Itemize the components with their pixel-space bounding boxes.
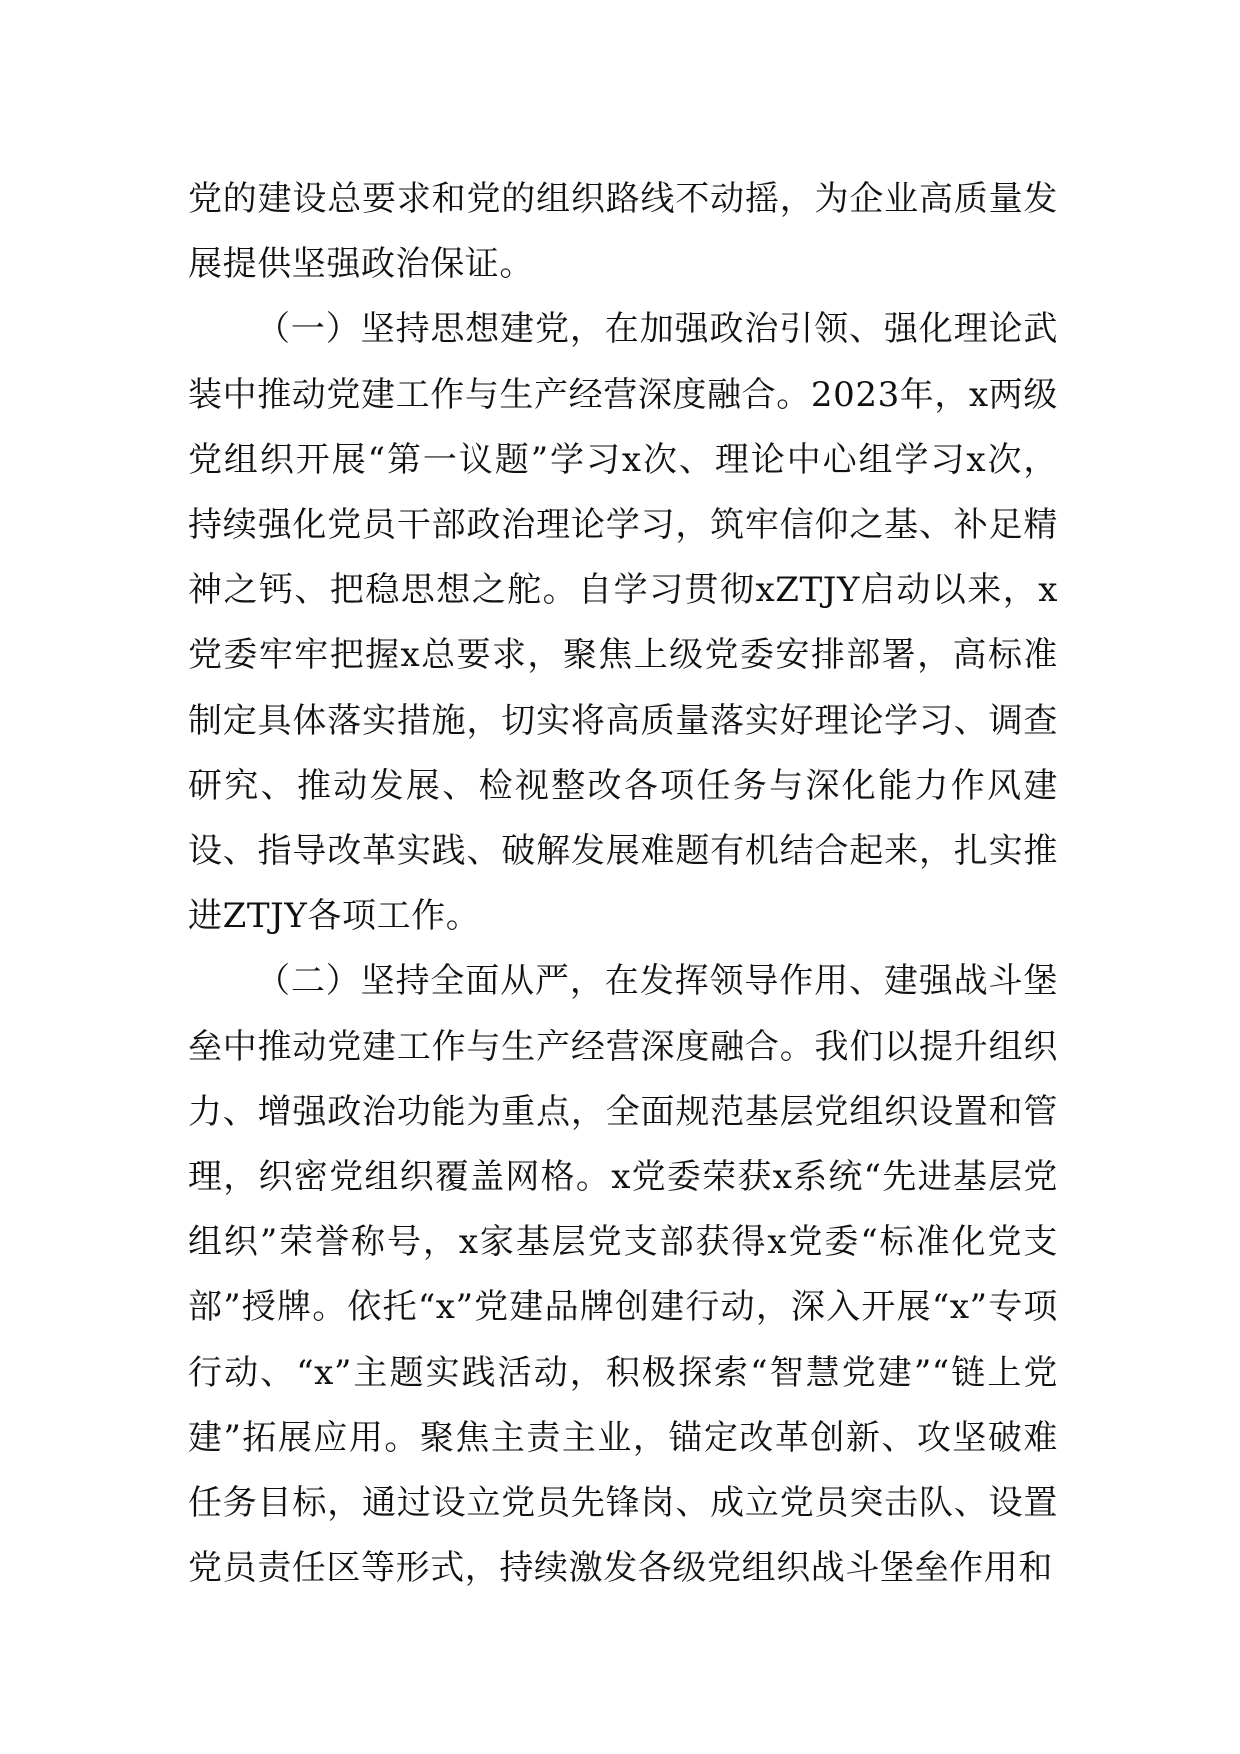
paragraph-section-two: （二）坚持全面从严，在发挥领导作用、建强战斗堡垒中推动党建工作与生产经营深度融合。我们以提升组织力、增强政治功能为重点，全面规范基层党组织设置和管理，织密党组织覆盖网格。x党委荣获x系统“先进基层党组织”荣誉称号，x家基层党支部获得x党委“标准化党支部”授牌。依托“x”党建品牌创建行动，深入开展“x”专项行动、“x”主题实践活动，积极探索“智慧党建”“链上党建”拓展应用。聚焦主责主业，锚定改革创新、攻坚破难任务目标，通过设立党员先锋岗、成立党员突击队、设置党员责任区等形式，持续激发各级党组织战斗堡垒作用和 (188, 961, 1058, 1589)
paragraph-section-one: （一）坚持思想建党，在加强政治引领、强化理论武装中推动党建工作与生产经营深度融合。2023年，x两级党组织开展“第一议题”学习x次、理论中心组学习x次，持续强化党员干部政治理论学习，筑牢信仰之基、补足精神之钙、把稳思想之舵。自学习贯彻xZTJY启动以来，x党委牢牢把握x总要求，聚焦上级党委安排部署，高标准制定具体落实措施，切实将高质量落实好理论学习、调查研究、推动发展、检视整改各项任务与深化能力作风建设、指导改革实践、破解发展难题有机结合起来，扎实推进ZTJY各项工作。 (188, 309, 1058, 937)
paragraph-continuation: 党的建设总要求和党的组织路线不动摇，为企业高质量发展提供坚强政治保证。 (188, 179, 1058, 285)
document-body (188, 167, 1058, 1601)
